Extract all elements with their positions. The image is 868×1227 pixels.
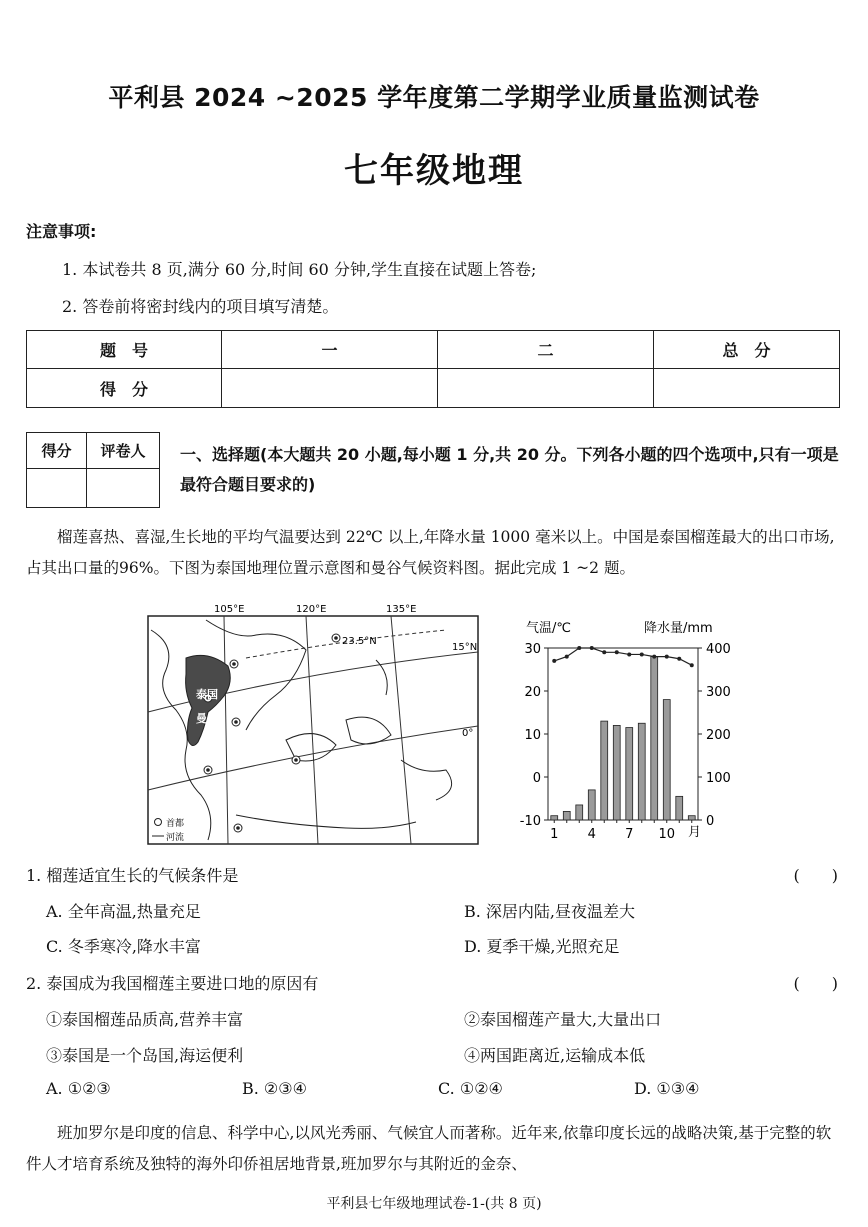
q1-answer-paren[interactable]: ( ) xyxy=(793,866,838,885)
notice-item-1: 1. 本试卷共 8 页,满分 60 分,时间 60 分钟,学生直接在试题上答卷; xyxy=(62,260,537,279)
precipitation-bar xyxy=(676,796,683,820)
month-tick-label: 7 xyxy=(625,827,634,842)
lon-label-135: 135°E xyxy=(386,604,417,615)
q1-option-a[interactable]: A. 全年高温,热量充足 xyxy=(46,902,201,921)
temperature-tick-label: 20 xyxy=(524,685,541,700)
page-footer: 平利县七年级地理试卷-1-(共 8 页) xyxy=(326,1196,542,1212)
q2-statement-1: ①泰国榴莲品质高,营养丰富 xyxy=(46,1010,244,1029)
precipitation-bar xyxy=(651,657,658,820)
precipitation-bar xyxy=(601,721,608,820)
thailand-location-map xyxy=(146,600,480,846)
q2-option-c[interactable]: C. ①②④ xyxy=(438,1079,503,1098)
lon-label-120: 120°E xyxy=(296,604,327,615)
precipitation-bar xyxy=(688,816,695,820)
precipitation-bar xyxy=(638,723,645,820)
temperature-point xyxy=(552,659,556,663)
q2-stem: 2. 泰国成为我国榴莲主要进口地的原因有 xyxy=(26,974,319,993)
q2-option-d[interactable]: D. ①③④ xyxy=(634,1079,700,1098)
right-axis-label: 降水量/mm xyxy=(644,621,713,636)
score-table-header: 一 xyxy=(222,331,438,369)
q2-statement-2: ②泰国榴莲产量大,大量出口 xyxy=(464,1010,662,1029)
grader-score-label: 得分 xyxy=(27,433,87,469)
lon-label-105: 105°E xyxy=(214,604,245,615)
precipitation-bar xyxy=(613,725,620,820)
temperature-point xyxy=(627,652,631,656)
precipitation-axis-ticks xyxy=(698,642,731,829)
precipitation-tick-label: 0 xyxy=(706,814,715,829)
score-table xyxy=(26,330,840,408)
score-cell[interactable] xyxy=(438,369,654,408)
score-table-header: 题 号 xyxy=(27,331,222,369)
exam-title: 平利县 2024 ~2025 学年度第二学期学业质量监测试卷 xyxy=(108,83,760,112)
legend-capital: 首都 xyxy=(166,819,185,829)
temperature-point xyxy=(565,655,569,659)
score-cell[interactable] xyxy=(222,369,438,408)
precipitation-bar xyxy=(576,805,583,820)
temperature-point xyxy=(665,655,669,659)
temperature-tick-label: 10 xyxy=(524,728,541,743)
score-cell[interactable] xyxy=(654,369,840,408)
temperature-axis-ticks xyxy=(520,642,548,829)
temperature-point xyxy=(652,655,656,659)
q2-statement-4: ④两国距离近,运输成本低 xyxy=(464,1046,646,1065)
plot-frame xyxy=(548,648,698,820)
section-1-heading: 一、选择题(本大题共 20 小题,每小题 1 分,共 20 分。下列各小题的四个选项中,只有一项是最符合题目要求的) xyxy=(180,445,839,494)
lat-label-tropic: 23.5°N xyxy=(342,636,377,647)
precipitation-bar xyxy=(551,816,558,820)
month-tick-label: 4 xyxy=(587,827,596,842)
q1-option-c[interactable]: C. 冬季寒冷,降水丰富 xyxy=(46,937,201,956)
grader-name-label: 评卷人 xyxy=(87,433,160,469)
grader-name-cell[interactable] xyxy=(87,469,160,508)
month-tick-label: 1 xyxy=(550,827,559,842)
precipitation-bars xyxy=(551,657,695,820)
q2-answer-paren[interactable]: ( ) xyxy=(793,974,838,993)
precipitation-bar xyxy=(663,700,670,820)
temperature-point xyxy=(577,646,581,650)
temperature-line xyxy=(552,646,694,667)
notice-heading: 注意事项: xyxy=(26,222,97,241)
bangkok-climate-chart xyxy=(510,614,734,846)
label-bangkok: 曼谷 xyxy=(196,712,218,725)
temperature-point xyxy=(677,657,681,661)
lat-label-equator: 0° xyxy=(462,728,474,739)
subject-title: 七年级地理 xyxy=(344,151,524,191)
precipitation-tick-label: 200 xyxy=(706,728,731,743)
temperature-point xyxy=(602,650,606,654)
q1-option-d[interactable]: D. 夏季干燥,光照充足 xyxy=(464,937,620,956)
x-unit-label: 月 xyxy=(688,825,702,840)
precipitation-tick-label: 100 xyxy=(706,771,731,786)
precipitation-bar xyxy=(588,790,595,820)
precipitation-tick-label: 400 xyxy=(706,642,731,657)
q2-option-b[interactable]: B. ②③④ xyxy=(242,1079,307,1098)
score-table-label: 得 分 xyxy=(27,369,222,408)
q2-statement-3: ③泰国是一个岛国,海运便利 xyxy=(46,1046,244,1065)
score-table-header: 总 分 xyxy=(654,331,840,369)
notice-item-2: 2. 答卷前将密封线内的项目填写清楚。 xyxy=(62,297,339,316)
q1-option-b[interactable]: B. 深居内陆,昼夜温差大 xyxy=(464,902,636,921)
temperature-tick-label: 30 xyxy=(524,642,541,657)
temperature-tick-label: 0 xyxy=(532,771,541,786)
label-thailand: 泰国 xyxy=(196,688,218,701)
legend-river: 河流 xyxy=(166,833,185,843)
month-tick-label: 10 xyxy=(658,827,676,842)
temperature-point xyxy=(615,650,619,654)
temperature-curve xyxy=(554,648,692,665)
temperature-point xyxy=(690,663,694,667)
passage-bangalore: 班加罗尔是印度的信息、科学中心,以风光秀丽、气候宜人而著称。近年来,依靠印度长远的战略决策,基于完整的软件人才培育系统及独特的海外印侨祖居地背景,班加罗尔与其附近的金奈、 xyxy=(26,1124,832,1173)
score-table-header: 二 xyxy=(438,331,654,369)
precipitation-bar xyxy=(563,811,570,820)
q1-stem: 1. 榴莲适宜生长的气候条件是 xyxy=(26,866,239,885)
grader-score-cell[interactable] xyxy=(27,469,87,508)
temperature-tick-label: -10 xyxy=(519,814,541,829)
grader-box xyxy=(26,432,160,508)
month-axis-ticks xyxy=(550,820,692,842)
passage-durian: 榴莲喜热、喜湿,生长地的平均气温要达到 22℃ 以上,年降水量 1000 毫米以上。中国是泰国榴莲最大的出口市场,占其出口量的96%。下图为泰国地理位置示意图和曼谷气候资料图。据此完成 1 ~2 题。 xyxy=(26,528,835,577)
precipitation-bar xyxy=(626,728,633,820)
lat-label-15n: 15°N xyxy=(452,642,478,653)
temperature-point xyxy=(590,646,594,650)
left-axis-label: 气温/℃ xyxy=(526,621,571,636)
precipitation-tick-label: 300 xyxy=(706,685,731,700)
q2-option-a[interactable]: A. ①②③ xyxy=(46,1079,111,1098)
temperature-point xyxy=(640,652,644,656)
